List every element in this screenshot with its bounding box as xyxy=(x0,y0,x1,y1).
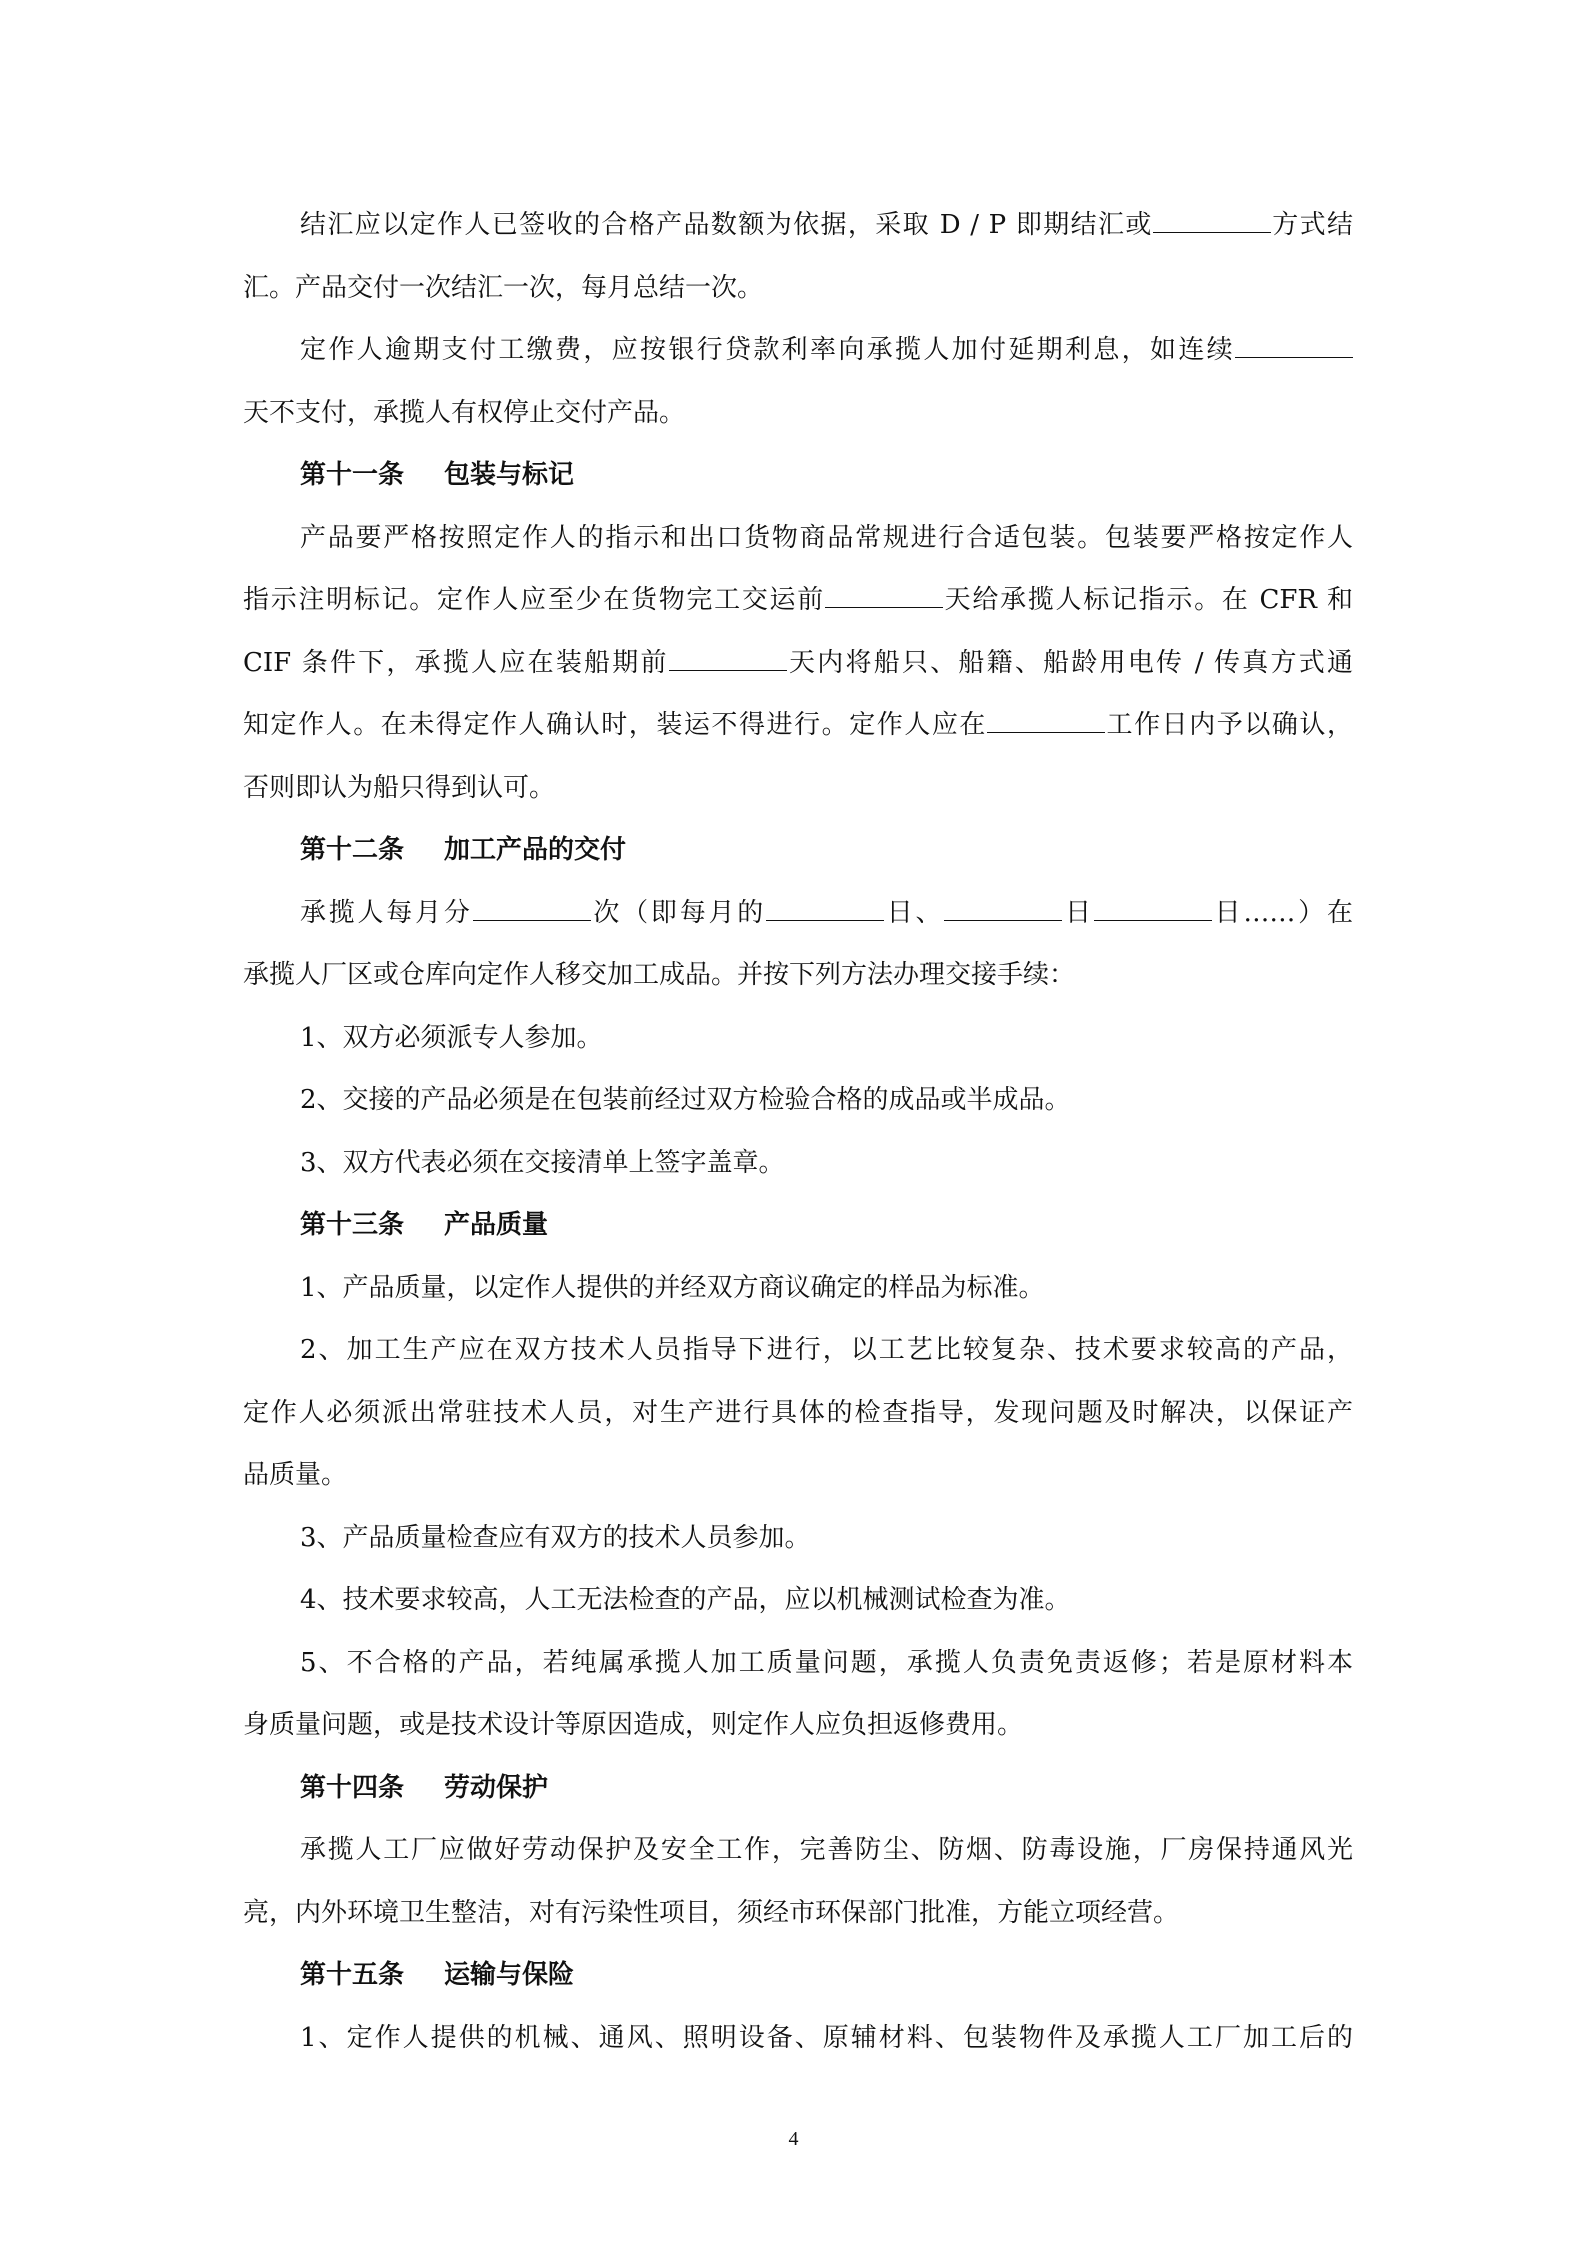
paragraph-line: 定作人必须派出常驻技术人员，对生产进行具体的检查指导，发现问题及时解决，以保证产 xyxy=(243,1397,1353,1428)
article-number: 第十一条 xyxy=(300,460,405,490)
list-item: 4、技术要求较高，人工无法检查的产品，应以机械测试检查为准。 xyxy=(300,1585,1071,1615)
fill-in-blank xyxy=(944,900,1062,921)
article-title: 劳动保护 xyxy=(444,1772,549,1803)
paragraph-line: 汇。产品交付一次结汇一次，每月总结一次。 xyxy=(243,272,764,303)
article-title: 产品质量 xyxy=(444,1210,549,1240)
article-number: 第十五条 xyxy=(300,1960,405,1990)
list-item: 2、加工生产应在双方技术人员指导下进行，以工艺比较复杂、技术要求较高的产品， xyxy=(300,1335,1353,1365)
article-heading-11 xyxy=(243,444,1353,507)
paragraph-line: 产品要严格按照定作人的指示和出口货物商品常规进行合适包装。包装要严格按定作人 xyxy=(300,522,1353,553)
paragraph-line: 天不支付，承揽人有权停止交付产品。 xyxy=(243,397,686,428)
fill-in-blank xyxy=(1153,212,1271,233)
fill-in-blank xyxy=(473,900,591,921)
page-number: 4 xyxy=(788,2128,799,2150)
list-item: 1、双方必须派专人参加。 xyxy=(300,1022,603,1053)
article-heading-15 xyxy=(243,1944,1353,2007)
fill-in-blank xyxy=(766,900,884,921)
article-title: 加工产品的交付 xyxy=(444,835,627,865)
article-heading-13 xyxy=(243,1194,1353,1257)
article-title: 包装与标记 xyxy=(444,460,575,490)
article-heading-12 xyxy=(243,819,1353,882)
fill-in-blank xyxy=(1235,337,1353,358)
paragraph-line: 身质量问题，或是技术设计等原因造成，则定作人应负担返修费用。 xyxy=(243,1710,1024,1740)
list-item: 2、交接的产品必须是在包装前经过双方检验合格的成品或半成品。 xyxy=(300,1085,1071,1115)
paragraph-line: CIF 条件下，承揽人应在装船期前 天内将船只、船籍、船龄用电传 / 传真方式通 xyxy=(243,647,1353,678)
paragraph-line: 承揽人厂区或仓库向定作人移交加工成品。并按下列方法办理交接手续： xyxy=(243,960,1076,990)
list-item: 5、不合格的产品，若纯属承揽人加工质量问题，承揽人负责免责返修；若是原材料本 xyxy=(300,1647,1353,1678)
list-item: 1、产品质量，以定作人提供的并经双方商议确定的样品为标准。 xyxy=(300,1272,1045,1303)
paragraph-line: 否则即认为船只得到认可。 xyxy=(243,772,556,803)
contract-body xyxy=(243,194,1353,2069)
paragraph-line: 承揽人每月分 次（即每月的 日、 日 日……）在 xyxy=(300,897,1353,928)
fill-in-blank xyxy=(1094,900,1212,921)
paragraph-line: 结汇应以定作人已签收的合格产品数额为依据，采取 D / P 即期结汇或 方式结 xyxy=(300,210,1353,240)
list-item: 3、产品质量检查应有双方的技术人员参加。 xyxy=(300,1522,811,1553)
fill-in-blank xyxy=(669,650,787,671)
paragraph-line: 指示注明标记。定作人应至少在货物完工交运前 天给承揽人标记指示。在 CFR 和 xyxy=(243,585,1353,615)
article-number: 第十二条 xyxy=(300,835,405,865)
paragraph-line: 知定作人。在未得定作人确认时，装运不得进行。定作人应在 工作日内予以确认， xyxy=(243,710,1353,740)
fill-in-blank xyxy=(825,587,943,608)
paragraph-line: 承揽人工厂应做好劳动保护及安全工作，完善防尘、防烟、防毒设施，厂房保持通风光 xyxy=(300,1835,1353,1865)
paragraph-line: 品质量。 xyxy=(243,1460,348,1490)
article-number: 第十三条 xyxy=(300,1210,405,1240)
list-item: 3、双方代表必须在交接清单上签字盖章。 xyxy=(300,1147,785,1178)
list-item: 1、定作人提供的机械、通风、照明设备、原辅材料、包装物件及承揽人工厂加工后的 xyxy=(300,2022,1353,2053)
article-number: 第十四条 xyxy=(300,1772,405,1803)
article-heading-14 xyxy=(243,1757,1353,1820)
article-title: 运输与保险 xyxy=(444,1960,575,1990)
paragraph-line: 亮，内外环境卫生整洁，对有污染性项目，须经市环保部门批准，方能立项经营。 xyxy=(243,1897,1180,1928)
fill-in-blank xyxy=(987,712,1105,733)
paragraph-line: 定作人逾期支付工缴费，应按银行贷款利率向承揽人加付延期利息，如连续 xyxy=(243,319,1353,382)
